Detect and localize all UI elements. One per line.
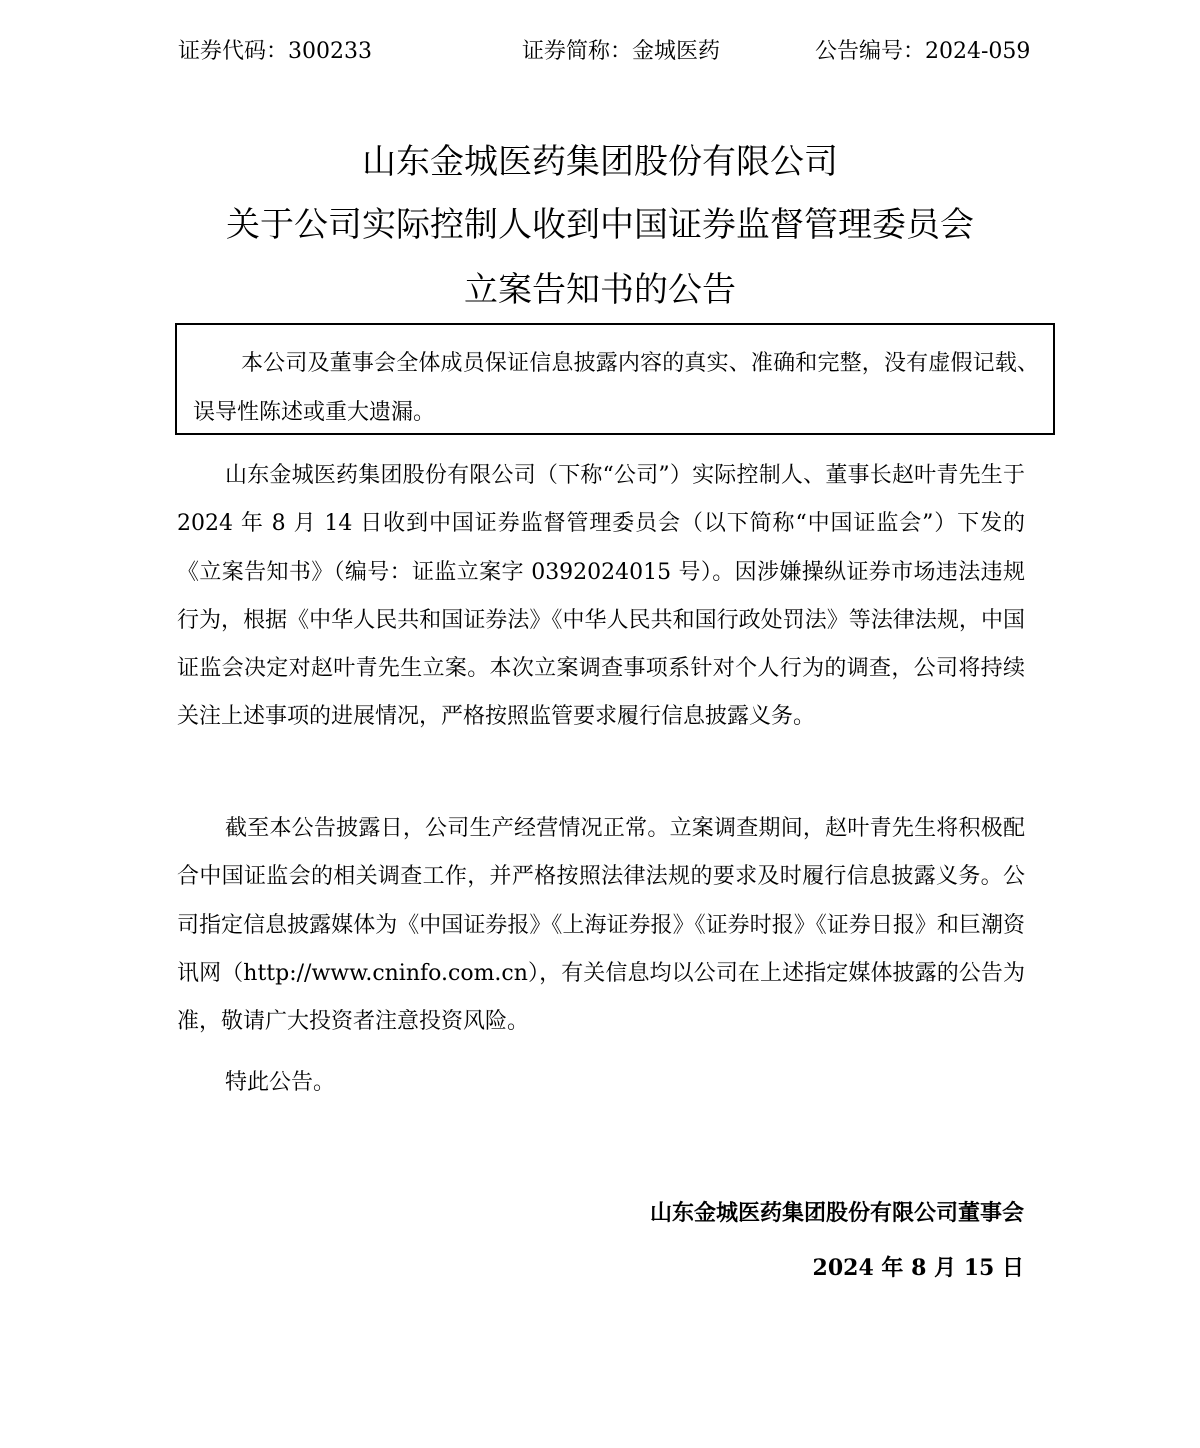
title-line-3: 立案告知书的公告 — [464, 270, 736, 310]
document-header — [0, 34, 1200, 66]
security-short-name: 证券简称：金城医药 — [522, 39, 721, 64]
body-paragraph-3-text: 特此公告。 — [225, 1070, 336, 1095]
title-line-1: 山东金城医药集团股份有限公司 — [362, 142, 838, 182]
announcement-number: 公告编号：2024-059 — [815, 39, 1031, 64]
signature-date: 2024 年 8 月 15 日 — [812, 1255, 1024, 1281]
body-paragraph-1 — [177, 452, 1025, 742]
title-line-2: 关于公司实际控制人收到中国证券监督管理委员会 — [226, 205, 974, 245]
disclosure-notice-box — [175, 323, 1055, 435]
signature-company: 山东金城医药集团股份有限公司董事会 — [649, 1200, 1024, 1226]
disclosure-notice-text: 本公司及董事会全体成员保证信息披露内容的真实、准确和完整，没有虚假记载、误导性陈述或重大遗漏。 — [193, 351, 1039, 425]
body-paragraph-1-text: 山东金城医药集团股份有限公司（下称“公司”）实际控制人、董事长赵叶青先生于 2024 年 8 月 14 日收到中国证券监督管理委员会（以下简称“中国证监会”）下发的《立案告知书》（编号：证监立案字 0392024015 号）。因涉嫌操纵证券市场违法违规行为，根据《中华人民共和国证券法》《中华人民共和国行政处罚法》等法律法规，中国证监会决定对赵叶青先生立案。本次立案调查事项系针对个人行为的调查，公司将持续关注上述事项的进展情况，严格按照监管要求履行信息披露义务。 — [177, 463, 1025, 730]
body-paragraph-2 — [177, 805, 1025, 1046]
body-paragraph-2-text: 截至本公告披露日，公司生产经营情况正常。立案调查期间，赵叶青先生将积极配合中国证监会的相关调查工作，并严格按照法律法规的要求及时履行信息披露义务。公司指定信息披露媒体为《中国证券报》《上海证券报》《证券时报》《证券日报》和巨潮资讯网（http://www.cninfo.com.cn），有关信息均以公司在上述指定媒体披露的公告为准，敬请广大投资者注意投资风险。 — [177, 816, 1025, 1035]
security-code: 证券代码：300233 — [178, 39, 372, 64]
body-paragraph-3 — [177, 1059, 1025, 1107]
